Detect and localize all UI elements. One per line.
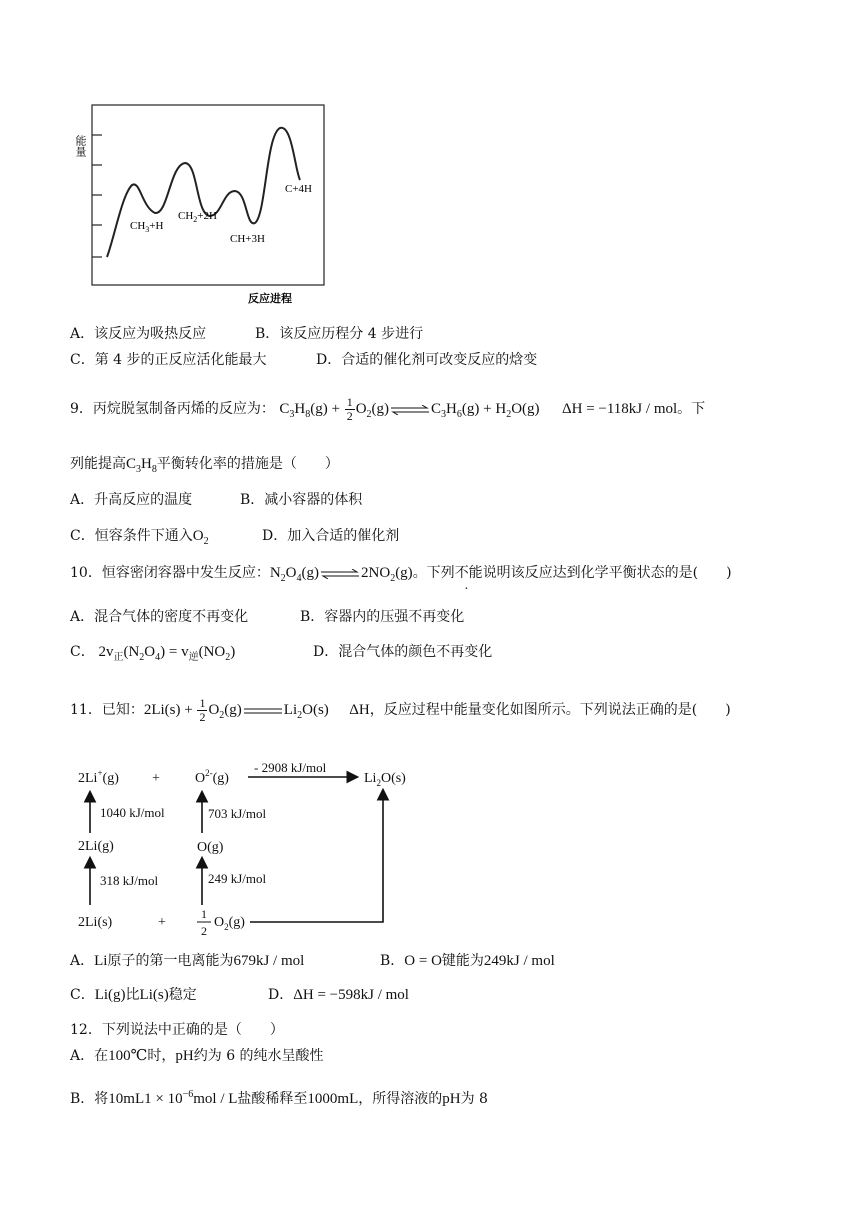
- q12-option-b: [70, 1085, 488, 1109]
- q12-option-a: [70, 1046, 324, 1066]
- q9-equilibrium-arrow: [391, 405, 429, 415]
- q11-arrow-top-label: - 2908 kJ/mol: [254, 760, 327, 775]
- q10-option-c: [70, 642, 235, 668]
- q11-option-b-value: 249kJ / mol: [483, 953, 555, 969]
- q8-option-d: D．合适的催化剂可改变反应的焓变: [316, 352, 538, 368]
- q8-energy-diagram: [70, 95, 340, 315]
- q9-option-a: A．升高反应的温度: [70, 492, 193, 508]
- q10-option-c-expr: $2v_正(N_2O_4) = v_逆(NO_2)$: [94, 644, 236, 663]
- q10-option-b: B．容器内的压强不再变化: [300, 609, 465, 625]
- q11-reaction-arrow: [244, 706, 282, 716]
- q12-option-b-ph: pH: [442, 1091, 461, 1107]
- q8-option-b: B．该反应历程分 4 步进行: [255, 326, 424, 342]
- q11-option-c-li-g: Li(g): [94, 987, 126, 1003]
- q9-equation: $C_3H_8(g)$ + $\frac{1}{2}$ $O_2(g) C_3H_6(g) + H_2O(g)$: [279, 395, 540, 423]
- q11-born-haber-diagram: [70, 755, 430, 945]
- q9-option-c-o2: $O_2$: [192, 528, 209, 547]
- q8-label-ch3h2: CH+3H: [230, 233, 265, 245]
- q12-option-b-mid: 盐酸稀释至: [237, 1091, 308, 1107]
- q10-option-c-prefix: C．: [70, 644, 95, 660]
- q8-y-axis-label: 能量: [74, 135, 86, 157]
- q9-prefix: 9．丙烷脱氢制备丙烯的反应为：: [70, 400, 275, 417]
- q9-half: $\frac{1}{2}$: [346, 395, 353, 423]
- q12-stem: 12．下列说法中正确的是（ ）: [70, 1022, 284, 1038]
- q10-option-d: D．混合气体的颜色不再变化: [313, 644, 493, 660]
- q9-option-c-text: C．恒容条件下通入: [70, 528, 193, 544]
- q11-option-d-value: ΔH = −598kJ / mol: [293, 987, 409, 1003]
- q12-option-b-volume: 1000mL: [307, 1091, 359, 1107]
- q11-option-d: [268, 985, 409, 1005]
- q11-top-plus: +: [152, 771, 160, 786]
- q11-suffix: ，反应过程中能量变化如图所示。下列说法正确的是( ): [369, 701, 731, 718]
- q11-bot-plus: +: [158, 915, 166, 930]
- q11-e-li-g: 318 kJ/mol: [100, 873, 159, 888]
- q8-y-ticks: [92, 135, 102, 257]
- q11-e-li-ion: 1040 kJ/mol: [100, 805, 165, 820]
- q11-mid-li-g: 2Li(g): [78, 839, 114, 854]
- q11-bot-li-s: 2Li(s): [78, 915, 113, 930]
- q11-mid-o-g: O(g): [197, 840, 224, 855]
- q8-option-a: A．该反应为吸热反应: [70, 326, 207, 342]
- q9-stem-line2: [70, 454, 339, 480]
- q11-option-c-than: 比: [125, 987, 140, 1003]
- q9-stem-line1: [70, 396, 705, 425]
- q9-option-b: B．减小容器的体积: [240, 492, 363, 508]
- q8-label-ch3h: $CH_3+H$: [130, 220, 164, 234]
- q11-option-b-prefix: B．: [380, 953, 405, 969]
- q11-equation: 2Li(s) + $\frac{1}{2}$ $O_2(g)$ $Li_2O(s)$: [143, 696, 329, 724]
- q11-delta-h: ΔH: [349, 701, 370, 718]
- q10-option-a: A．混合气体的密度不再变化: [70, 609, 249, 625]
- q8-label-c4h: C+4H: [285, 183, 312, 195]
- q11-option-a-text: 原子的第一电离能为: [107, 953, 234, 969]
- q12-option-a-mid: 时，: [147, 1048, 176, 1064]
- q11-bot-half-num: 1: [201, 907, 207, 921]
- q10-suffix-b: 说明该反应达到化学平衡状态的是( ): [482, 565, 732, 581]
- q11-option-a-value: 679kJ / mol: [233, 953, 305, 969]
- q11-bot-o2: $O_2(g)$: [214, 915, 245, 932]
- q12-option-b-suffix: 为 8: [460, 1091, 488, 1107]
- q9-suffix: 。下: [677, 400, 706, 417]
- q12-option-a-prefix: A．在: [70, 1048, 109, 1064]
- q11-option-a: [70, 951, 304, 971]
- q9-line2-suffix: 平衡转化率的措施是（ ）: [156, 456, 339, 472]
- q12-option-b-prefix: B．将: [70, 1091, 109, 1107]
- q9-c3h8: $C_3H_8$: [126, 456, 157, 475]
- q9-delta-h: ΔH = −118kJ / mol: [561, 400, 678, 417]
- q11-option-a-prefix: A．: [70, 953, 95, 969]
- q11-option-c-text: 稳定: [168, 987, 197, 1003]
- q10-prefix: 10．恒容密闭容器中发生反应：: [70, 565, 270, 581]
- q9-line2-prefix: 列能提高: [70, 456, 126, 472]
- q11-arrow-direct: [250, 791, 383, 922]
- q8-label-ch22h: $CH_2+2H$: [178, 210, 217, 224]
- q11-option-b-bond: O = O: [404, 953, 442, 969]
- q11-top-o-ion: $O^{2-}(g)$: [195, 768, 229, 786]
- q8-x-axis-label: 反应进程: [248, 293, 292, 305]
- q10-emphasis: 不能: [454, 565, 483, 581]
- q11-top-li-ion: 2Li+(g): [78, 768, 119, 786]
- q11-top-li2o: $Li_2O(s)$: [364, 771, 406, 788]
- q10-equation: $N_2O_4(g)$ $2NO_2(g)$: [269, 565, 413, 584]
- q12-option-b-mid2: ，所得溶液的: [358, 1091, 443, 1107]
- q12-option-a-temp: 100℃: [108, 1048, 148, 1064]
- q11-half: $\frac{1}{2}$: [199, 696, 206, 724]
- q9-option-c: [70, 526, 209, 552]
- q8-option-c: C．第 4 步的正反应活化能最大: [70, 352, 267, 368]
- q11-option-c: [70, 985, 197, 1005]
- q10-equilibrium-arrow: [321, 569, 359, 579]
- q11-e-o-g: 249 kJ/mol: [208, 871, 267, 886]
- q11-e-o-ion: 703 kJ/mol: [208, 806, 267, 821]
- q9-option-d: D．加入合适的催化剂: [262, 528, 400, 544]
- q11-stem: [70, 697, 731, 726]
- q11-bot-half-den: 2: [201, 924, 207, 938]
- q11-option-b: [380, 951, 555, 971]
- q10-stem: [70, 563, 732, 589]
- q11-option-c-li-s: Li(s): [139, 987, 169, 1003]
- q12-option-a-suffix: 约为 6 的纯水呈酸性: [193, 1048, 324, 1064]
- q12-option-b-amount: $10mL1 \times 10^{-6}mol / L$: [108, 1089, 238, 1107]
- q11-option-c-prefix: C．: [70, 987, 95, 1003]
- q8-energy-curve: [107, 128, 300, 257]
- q11-option-b-text: 键能为: [441, 953, 484, 969]
- q11-option-a-li: Li: [94, 953, 108, 969]
- q10-suffix-a: 。下列: [412, 565, 455, 581]
- q11-option-d-prefix: D．: [268, 987, 294, 1003]
- q12-option-a-ph: pH: [175, 1048, 194, 1064]
- q11-prefix: 11．已知：: [70, 701, 144, 718]
